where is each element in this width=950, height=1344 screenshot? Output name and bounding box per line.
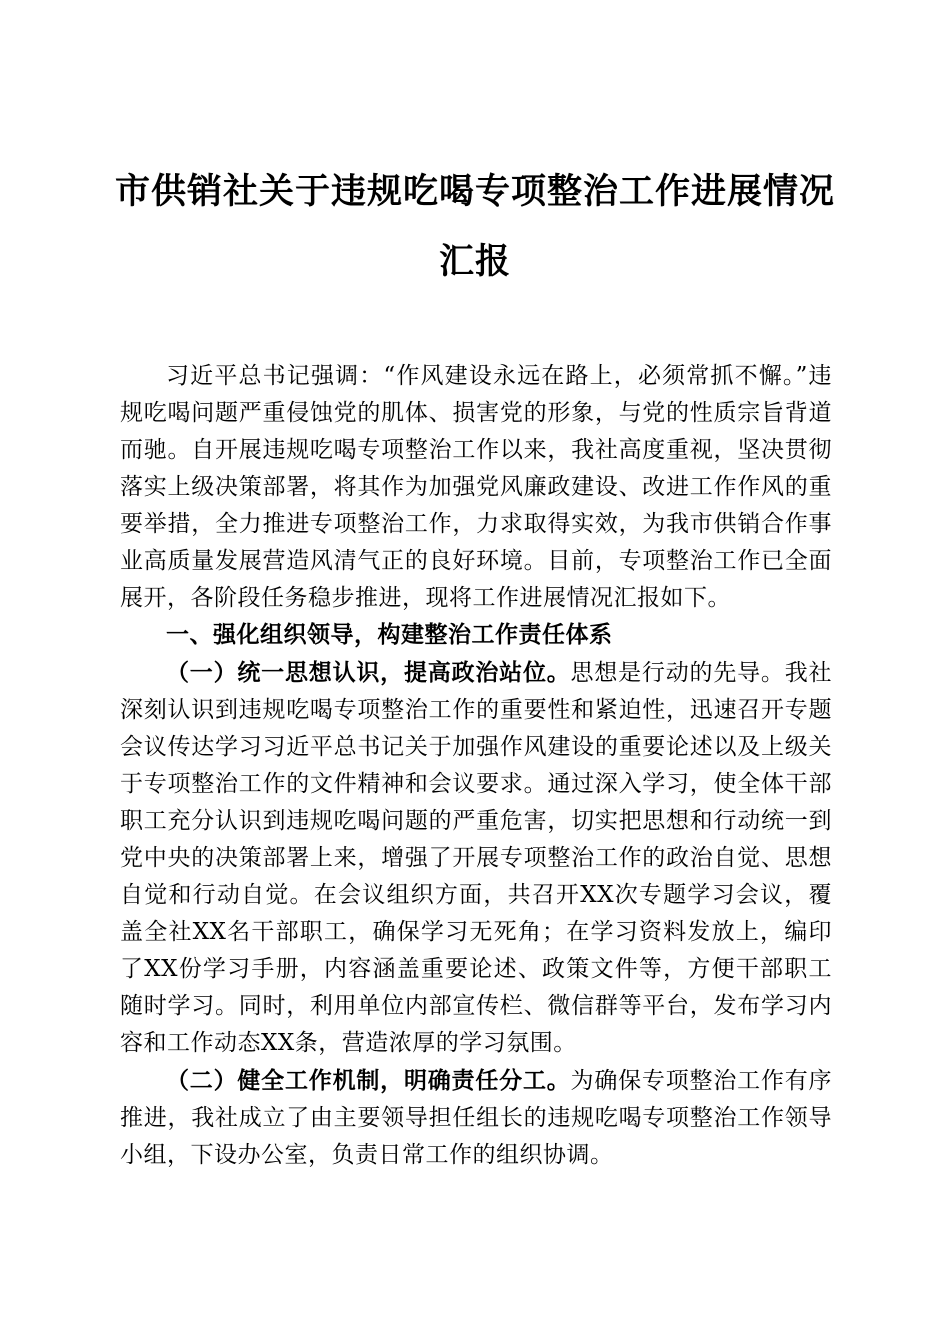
paragraph-2 <box>120 1062 832 1174</box>
document-title-line-1: 市供销社关于违规吃喝专项整治工作进展情况 <box>114 171 835 212</box>
paragraph-1-lead: （一）统一思想认识，提高政治站位。 <box>166 659 571 686</box>
document-body <box>120 358 832 1174</box>
section-heading-1: 一、强化组织领导，构建整治工作责任体系 <box>166 622 613 648</box>
paragraph-1-body: 思想是行动的先导。我社深刻认识到违规吃喝专项整治工作的重要性和紧迫性，迅速召开专题会议传达学习习近平总书记关于加强作风建设的重要论述以及上级关于专项整治工作的文件精神和会议要求。通过深入学习，使全体干部职工充分认识到违规吃喝问题的严重危害，切实把思想和行动统一到党中央的决策部署上来，增强了开展专项整治工作的政治自觉、思想自觉和行动自觉。在会议组织方面，共召开XX次专题学习会议，覆盖全社XX名干部职工，确保学习无死角；在学习资料发放上，编印了XX份学习手册，内容涵盖重要论述、政策文件等，方便干部职工随时学习。同时，利用单位内部宣传栏、微信群等平台，发布学习内容和工作动态XX条，营造浓厚的学习氛围。 <box>120 660 833 1056</box>
paragraph-1 <box>120 654 832 1062</box>
intro-paragraph: 习近平总书记强调：“作风建设永远在路上，必须常抓不懈。”违规吃喝问题严重侵蚀党的肌体、损害党的形象，与党的性质宗旨背道而驰。自开展违规吃喝专项整治工作以来，我社高度重视，坚决贯彻落实上级决策部署，将其作为加强党风廉政建设、改进工作作风的重要举措，全力推进专项整治工作，力求取得实效，为我市供销合作事业高质量发展营造风清气正的良好环境。目前，专项整治工作已全面展开，各阶段任务稳步推进，现将工作进展情况汇报如下。 <box>120 363 832 611</box>
paragraph-2-lead: （二）健全工作机制，明确责任分工。 <box>166 1067 571 1094</box>
paragraph-2-body: 为确保专项整治工作有序推进，我社成立了由主要领导担任组长的违规吃喝专项整治工作领导小组，下设办公室，负责日常工作的组织协调。 <box>120 1068 833 1168</box>
document-title-line-2: 汇报 <box>438 241 511 282</box>
